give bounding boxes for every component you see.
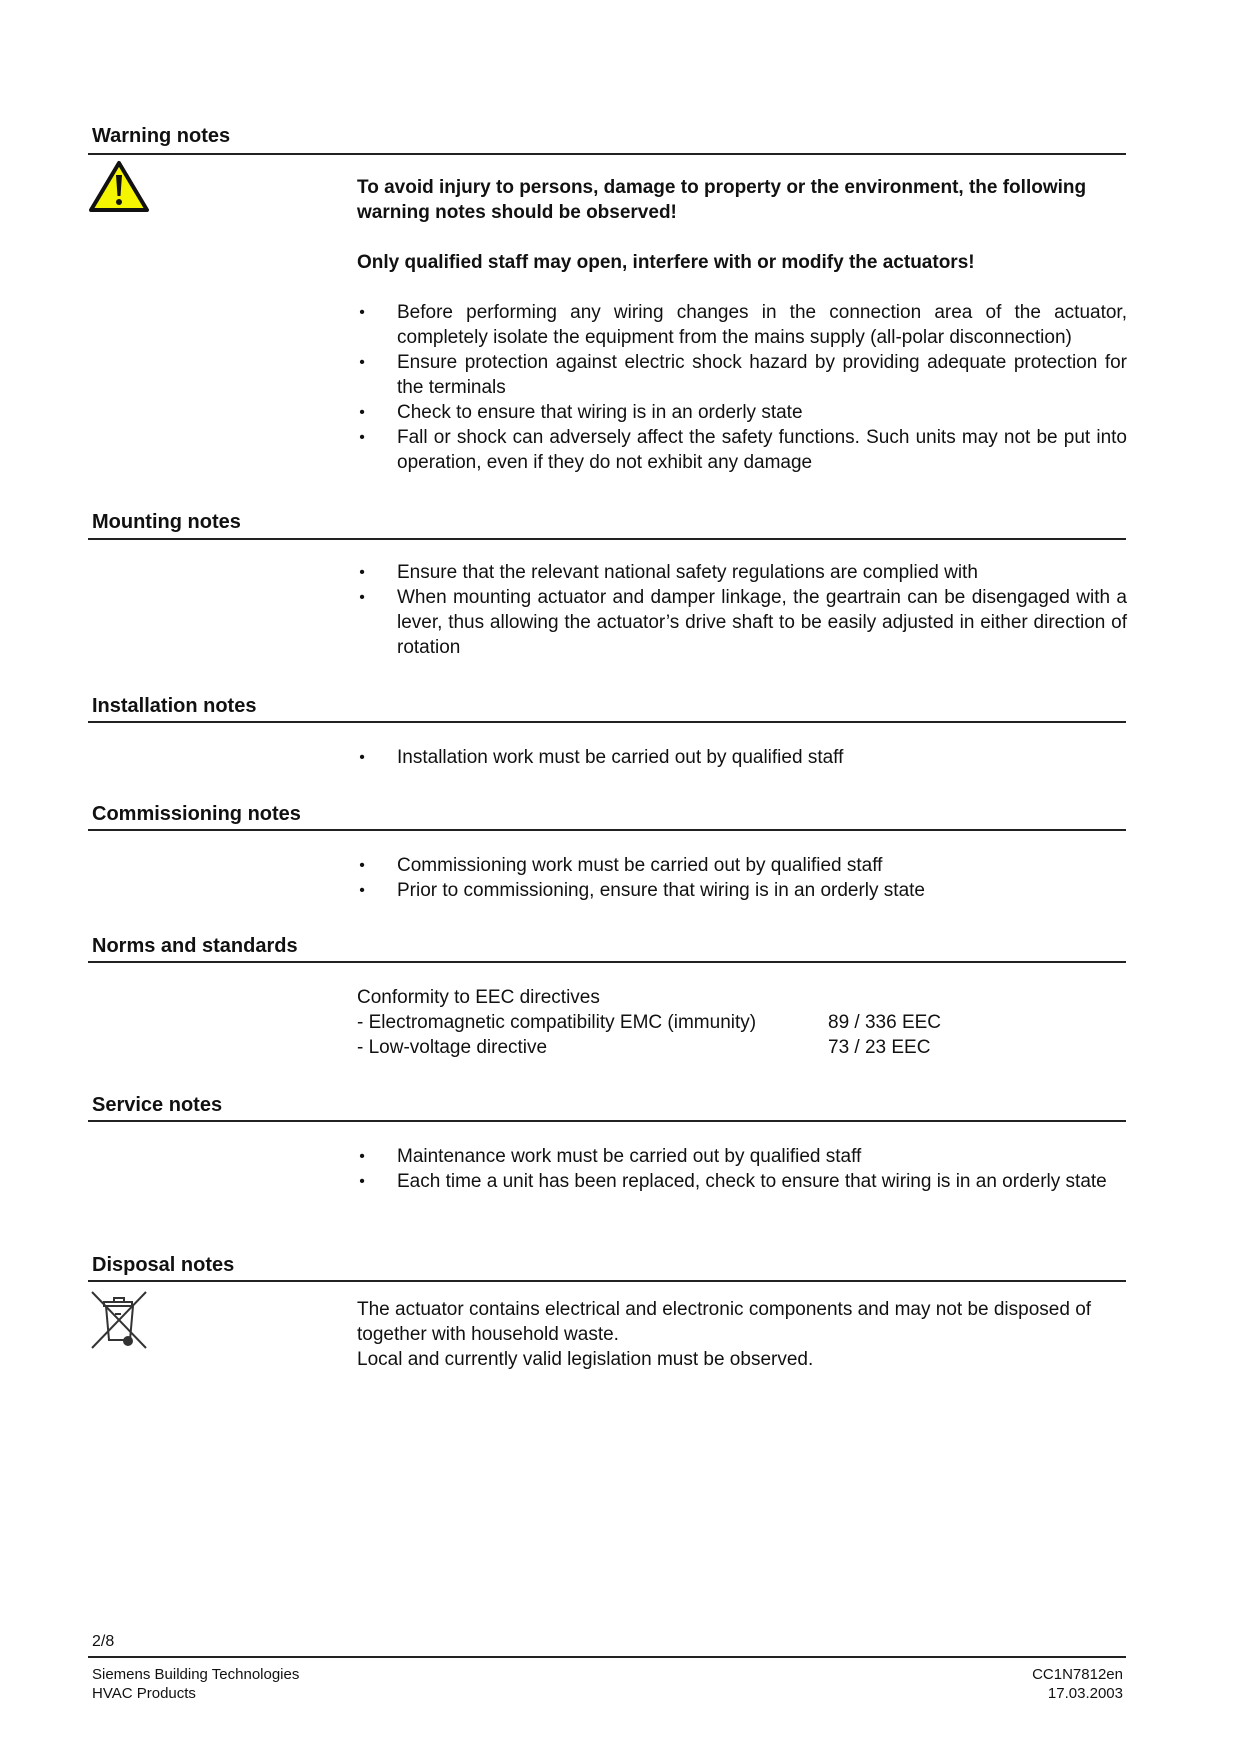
section-divider bbox=[88, 829, 1126, 831]
bullet-icon: • bbox=[359, 354, 365, 371]
section-heading-service: Service notes bbox=[92, 1094, 223, 1116]
warning-intro: To avoid injury to persons, damage to property or the environment, the following warning notes should be observed! bbox=[357, 177, 1087, 223]
disposal-text-2: Local and currently valid legislation must be observed. bbox=[357, 1349, 814, 1370]
list-item: • Fall or shock can adversely affect the safety functions. Such units may not be put into operation, even if they do not exhibit any damage bbox=[357, 425, 1127, 475]
section-heading-mounting: Mounting notes bbox=[92, 511, 241, 533]
norms-intro: Conformity to EEC directives bbox=[357, 987, 600, 1008]
norms-row bbox=[357, 1010, 942, 1035]
section-heading-commissioning: Commissioning notes bbox=[92, 803, 301, 825]
section-divider bbox=[88, 1120, 1126, 1122]
bullet-icon: • bbox=[359, 1148, 365, 1165]
footer-division: HVAC Products bbox=[92, 1685, 196, 1702]
norm-label: - Electromagnetic compatibility EMC (immunity) bbox=[357, 1012, 757, 1033]
list-item: • Installation work must be carried out by qualified staff bbox=[357, 745, 1127, 770]
warning-triangle-icon bbox=[88, 160, 150, 214]
section-heading-warning: Warning notes bbox=[92, 125, 231, 147]
list-item: • Maintenance work must be carried out by qualified staff bbox=[357, 1144, 1127, 1169]
section-heading-installation: Installation notes bbox=[92, 695, 257, 717]
bullet-icon: • bbox=[359, 404, 365, 421]
page-number: 2/8 bbox=[92, 1633, 115, 1650]
bullet-icon: • bbox=[359, 429, 365, 446]
section-divider bbox=[88, 961, 1126, 963]
list-item: • Commissioning work must be carried out by qualified staff bbox=[357, 853, 1127, 878]
bullet-icon: • bbox=[359, 564, 365, 581]
norm-value: 73 / 23 EEC bbox=[828, 1037, 931, 1058]
section-heading-norms: Norms and standards bbox=[92, 935, 298, 957]
section-divider bbox=[88, 1280, 1126, 1282]
section-heading-disposal: Disposal notes bbox=[92, 1254, 235, 1276]
crossed-out-bin-icon bbox=[88, 1288, 150, 1352]
bullet-icon: • bbox=[359, 1173, 365, 1190]
installation-bullet-list bbox=[357, 745, 1127, 770]
footer-divider bbox=[88, 1656, 1126, 1658]
list-item: • Ensure protection against electric shock hazard by providing adequate protection for the terminals bbox=[357, 350, 1127, 400]
norm-value: 89 / 336 EEC bbox=[828, 1012, 942, 1033]
disposal-text-1: The actuator contains electrical and electronic components and may not be disposed of together with household waste. bbox=[357, 1299, 1092, 1345]
warning-qualified-staff: Only qualified staff may open, interfere with or modify the actuators! bbox=[357, 252, 975, 273]
list-item: • Each time a unit has been replaced, check to ensure that wiring is in an orderly state bbox=[357, 1169, 1127, 1194]
list-item: • Prior to commissioning, ensure that wiring is in an orderly state bbox=[357, 878, 1127, 903]
footer-doc-id: CC1N7812en bbox=[1032, 1666, 1123, 1683]
bullet-icon: • bbox=[359, 749, 365, 766]
section-divider bbox=[88, 538, 1126, 540]
bullet-icon: • bbox=[359, 882, 365, 899]
bullet-icon: • bbox=[359, 304, 365, 321]
footer-company: Siemens Building Technologies bbox=[92, 1666, 300, 1683]
list-item: • Check to ensure that wiring is in an orderly state bbox=[357, 400, 1127, 425]
norm-label: - Low-voltage directive bbox=[357, 1037, 548, 1058]
footer-date: 17.03.2003 bbox=[1047, 1685, 1123, 1702]
section-divider bbox=[88, 153, 1126, 155]
commissioning-bullet-list bbox=[357, 853, 1127, 903]
service-bullet-list bbox=[357, 1144, 1127, 1194]
bullet-icon: • bbox=[359, 589, 365, 606]
norms-row bbox=[357, 1035, 931, 1060]
mounting-bullet-list bbox=[357, 560, 1127, 660]
list-item: • Before performing any wiring changes in the connection area of the actuator, completely isolate the equipment from the mains supply (all-polar disconnection) bbox=[357, 300, 1127, 350]
section-divider bbox=[88, 721, 1126, 723]
bullet-icon: • bbox=[359, 857, 365, 874]
list-item: • Ensure that the relevant national safety regulations are complied with bbox=[357, 560, 1127, 585]
warning-bullet-list bbox=[357, 300, 1127, 475]
list-item: • When mounting actuator and damper linkage, the geartrain can be disengaged with a lever, thus allowing the actuator’s drive shaft to be easily adjusted in either direction of rotation bbox=[357, 585, 1127, 660]
